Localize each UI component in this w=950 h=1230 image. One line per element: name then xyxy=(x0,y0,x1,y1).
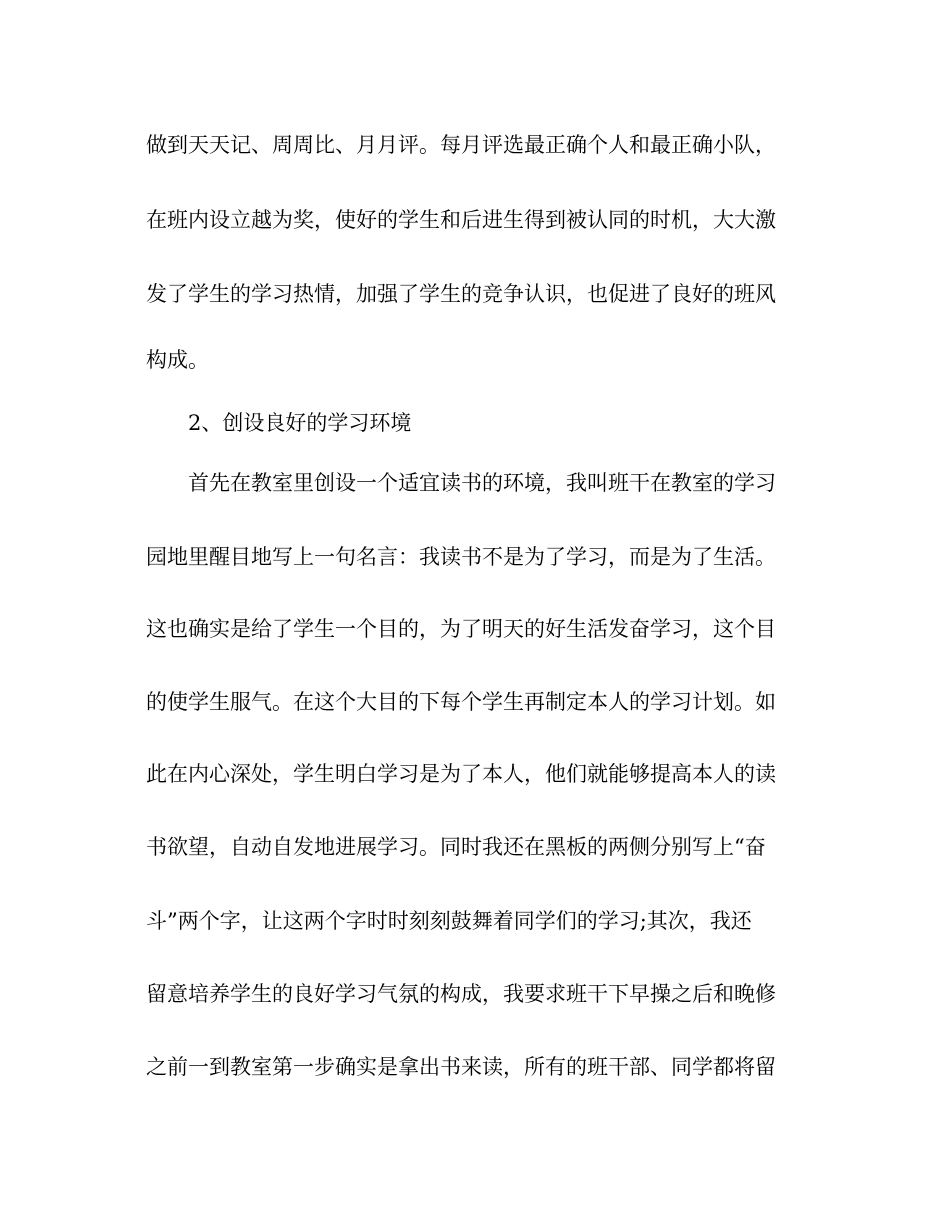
paragraph-line: 园地里醒目地写上一句名言：我读书不是为了学习，而是为了生活。 xyxy=(146,545,776,569)
paragraph-line: 构成。 xyxy=(146,348,209,372)
paragraph-line: 在班内设立越为奖，使好的学生和后进生得到被认同的时机，大大激 xyxy=(146,208,776,232)
paragraph-line: 发了学生的学习热情，加强了学生的竞争认识，也促进了良好的班风 xyxy=(146,282,776,306)
paragraph-line: 的使学生服气。在这个大目的下每个学生再制定本人的学习计划。如 xyxy=(146,690,776,714)
paragraph-line: 书欲望，自动自发地进展学习。同时我还在黑板的两侧分别写上“奋 xyxy=(146,835,766,859)
paragraph-line: 此在内心深处，学生明白学习是为了本人，他们就能够提高本人的读 xyxy=(146,762,776,786)
section-heading: 2、创设良好的学习环境 xyxy=(188,411,412,435)
paragraph-line: 留意培养学生的良好学习气氛的构成，我要求班干下早操之后和晚修 xyxy=(146,982,776,1006)
paragraph-line: 首先在教室里创设一个适宜读书的环境，我叫班干在教室的学习 xyxy=(188,471,776,495)
paragraph-line: 斗”两个字，让这两个字时时刻刻鼓舞着同学们的学习;其次，我还 xyxy=(146,909,752,933)
paragraph-line: 这也确实是给了学生一个目的，为了明天的好生活发奋学习，这个目 xyxy=(146,617,776,641)
paragraph-line: 做到天天记、周周比、月月评。每月评选最正确个人和最正确小队， xyxy=(146,133,776,157)
paragraph-line: 之前一到教室第一步确实是拿出书来读，所有的班干部、同学都将留 xyxy=(146,1055,776,1079)
